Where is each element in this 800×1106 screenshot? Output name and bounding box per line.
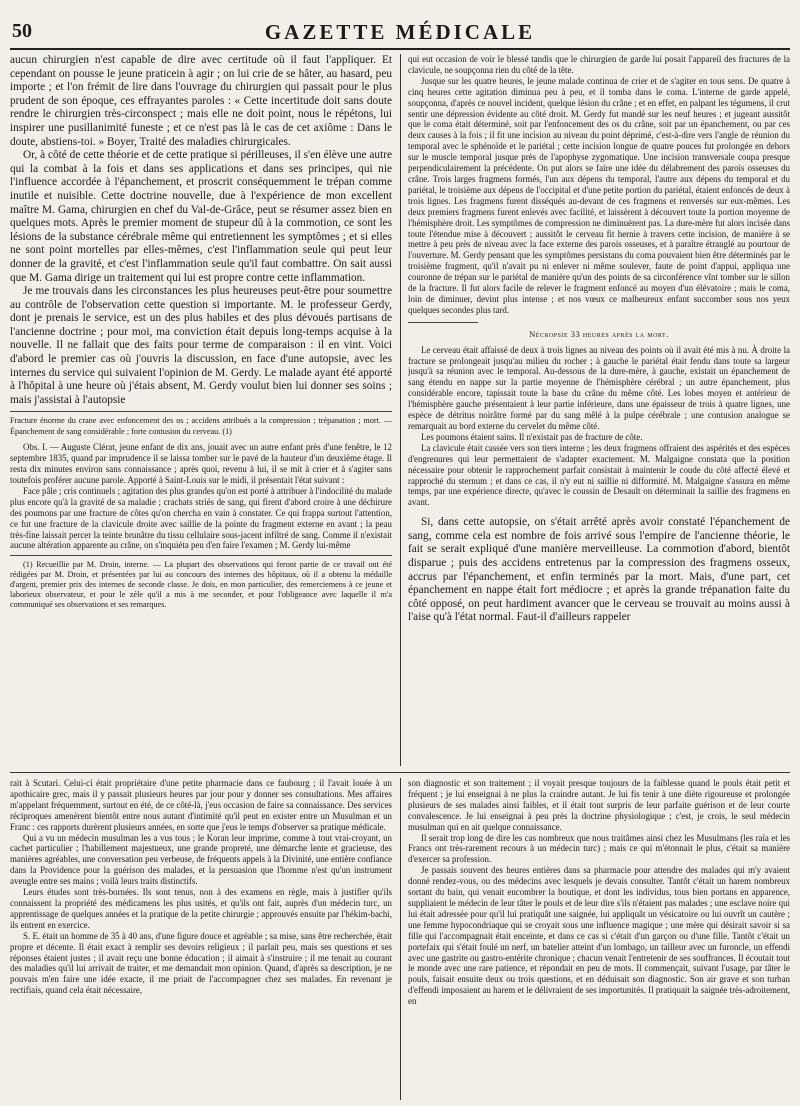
column-rule [400,778,401,1100]
page-number: 50 [12,20,32,42]
paragraph: aucun chirurgien n'est capable de dire avec certitude où il faut l'appliquer. Et cependant on pousse le jeune praticein à agir ; on lui crie de se hâter, au hasard, peu importe ; et l'on frémit de lire dans l'ouvrage du chirurgien qui passait pour le plus prudent de son époque, ces effrayantes paroles : « Cette incertitude doit sans doute rendre le chirurgien très-circonspect ; mais elle ne doit point, nous le répétons, lui inspirer une pusillanimité funeste ; et ce n'est pas là le cas de cet axiôme : Dans le doute, abstiens-toi. » Boyer, Traité des maladies chirurgicales. [10,54,392,148]
divider [408,322,478,323]
case-title: Fracture énorme du crane avec enfoncement des os ; accidens attribués a la compression ; trépanation ; mort. — Épanchement de sang considérable ; forte contusion du cerveau. (1) [10,416,392,436]
paragraph: Qui a vu un médecin musulman les a vus tous ; le Koran leur imprime, comme à tout vrai-croyant, un cachet particulier ; l'habillement majestueux, une grande propreté, une démarche lente et gracieuse, des manières agréables, une conversation peu verbeuse, de fréquents appels à la Divinité, une entière confiance dans la Providence pour la guérison des malades, et la persuasion que l'homme n'est qu'un instrument aveugle entre ses mains ; voilà leurs traits distinctifs. [10,832,392,887]
paragraph: Je me trouvais dans les circonstances les plus heureuses peut-être pour soumettre au contrôle de l'observation cette question si importante. M. le professeur Gerdy, dont je prenais le service, est un des plus habiles et des plus dévoués partisans de l'ancienne doctrine ; pour moi, ma conviction était depuis long-temps acquise à la nouvelle. Il ne fallait que des faits pour terme de comparaison : il en vint. Voici d'abord le premier cas où j'ouvris la discussion, en face d'une autopsie, avec les internes du service qui suivaient l'opinion de M. Gerdy. Le malade ayant été apporté à l'hôpital à une heure où j'étais absent, M. Gerdy voulut bien lui donner ses soins ; mais j'assistai à l'autopsie [10,285,392,406]
paragraph: Leurs études sont très-bornées. Ils sont tenus, non à des examens en règle, mais à justifier qu'ils connaissent la propriété des médicamens les plus usités, et qu'ils ont fait, auprès d'un médecin turc, un apprentissage de quelques années et la pratique de la petite chirurgie ; approuvés ensuite par l'hékim-bachi, ils entrent en exercice. [10,887,392,930]
paragraph: Obs. I. — Auguste Clérat, jeune enfant de dix ans, jouait avec un autre enfant près d'une fenêtre, le 12 septembre 1835, quand par imprudence il se laissa tomber sur le pavé de la hauteur d'un deuxième étage. Il resta dix minutes environ sans connaissance ; après quoi, revenu à lui, il se mit à crier et à s'agiter sans toutefois proférer aucune parole. Apporté à Saint-Louis sur le midi, il présentait l'état suivant : [10,442,392,485]
paragraph: son diagnostic et son traitement ; il voyait presque toujours de la faiblesse quand le pouls était petit et fréquent ; je lui enseignai à ne plus la craindre autant. Je lui fis tenir à une diète rigoureuse et prolongée plusieurs de ses malades ainsi faibles, et il était tout surpris de leur parfaite guérison et de leur courte convalescence. Je lui enseignai à peu près la doctrine physiologique ; c'est, je crois, le seul médecin musulman qui en ait quelque connaissance. [408,778,790,832]
section-rule [10,772,790,773]
divider [10,411,392,412]
lower-right-column [408,778,790,1100]
section-title: Nécropsie 33 heures après la mort. [529,328,669,339]
page-header [10,20,790,50]
paragraph: La clavicule était cassée vers son tiers interne ; les deux fragmens offraient des aspérités et des espèces d'engrenures qui leur permettaient de s'adapter exactement. M. Malgaigne constata que la position nécessaire pour obtenir le rapprochement parfait consistait à maintenir le coude du côté affecté élevé et rapproché du sternum ; et dans ce cas, il n'y eut ni saillie ni difformité. M. Malgaigne s'assura en même temps, par une expérience directe, qu'avec le coussin de Desault on déterminait la saillie des fragmens en avant. [408,442,790,508]
paragraph: qui eut occasion de voir le blessé tandis que le chirurgien de garde lui posait l'appareil des fractures de la clavicule, ne soupçonna rien du côté de la tête. [408,54,790,75]
paragraph: rait à Scutari. Celui-ci était propriétaire d'une petite pharmacie dans ce faubourg ; il l'avait louée à un apothicaire grec, mais il y passait plusieurs heures par jour pour y donner ses consultations. Mes affaires m'appelant fréquemment, surtout en été, de ce côté-là, j'eus occasion de faire sa connaissance. Des services réciproques amenèrent bientôt entre nous autant d'intimité qu'il peut en exister entre un Musulman et un Franc : ces rapports durèrent plusieurs années, en sorte que j'eus le temps d'observer sa pratique médicale. [10,778,392,832]
footnote: (1) Recueillie par M. Droin, interne. — La plupart des observations qui feront partie de ce travail ont été rédigées par M. Droin, et présentées par lui au concours des internes des hôpitaux, où il a obtenu la médaille d'argent, premier prix des internes de seconde classe. Je dois, en mon particulier, des remerciemens à ce jeune et laborieux observateur, et pour le zèle qu'il a mis à me seconder, et pour l'obligeance avec laquelle il m'a communiqué ses observations et ses remarques. [10,560,392,610]
column-rule [400,54,401,766]
paragraph: Le cerveau était affaissé de deux à trois lignes au niveau des points où il avait été mis à nu. À droite la fracture se prolongeait jusqu'au milieu du rocher ; à gauche le pariétal était fendu dans toute sa largeur jusqu'à sa réunion avec le temporal. Au-dessous de la dure-mère, à gauche, existait un épanchement de sang étendu en nappe sur la partie moyenne de l'hémisphère cérébral ; un autre épanchement, plus considérable encore, tapissait toute la base du crâne du même côté. Les lobes moyen et antérieur de l'hémisphère gauche présentaient à leur partie inférieure, dans une épaisseur de trois à quatre lignes, une espèce de détritus noirâtre formé par du sang mêlé à la pulpe cérébrale ; une contusion analogue se remarquait au bord externe du cervelet du même côté. [408,344,790,431]
upper-right-column [408,54,790,766]
paragraph: Jusque sur les quatre heures, le jeune malade continua de crier et de s'agiter en tous sens. De quatre à cinq heures cette agitation diminua peu à peu, et il tomba dans le coma. L'interne de garde appelé, soupçonna, d'après ce nouvel incident, quelque lésion du crâne ; et en effet, en palpant les tégumens, il crut sentir une dépression évidente au côté droit. M. Gerdy fut mandé sur les neuf heures ; et jugeant aussitôt que le coma était déterminé, soit par l'enfoncement des os du crâne, soit par un épanchement, ou par ces deux causes à la fois ; il fit une incision au niveau du point déprimé, c'est-à-dire vers l'angle de réunion du temporal avec le sphénoïde et le pariétal ; cette incision longue de quatre pouces fut prolongée en dehors sur le muscle temporal jusque près de l'apophyse zygomatique. Une incision transversale coupa presque perpendiculairement la précédente. On put alors se faire une idée du délabrement des parois osseuses du crâne. Trois larges fragmens formés, l'un aux dépens du temporal, l'autre aux dépens du temporal et du pariétal, le troisième aux dépens de l'occipital et d'une petite portion du pariétal, étaient enfoncés de deux à trois lignes. Les fragmens furent disséqués au-devant de ces fragmens et renversés sur eux-mêmes. Les deux premiers fragmens furent enlevés avec facilité, et laissèrent à découvert toute la portion moyenne de l'hémisphère droit. Les symptômes de compression ne diminuèrent pas. La dure-mère fut alors incisée dans toute l'étendue mise à découvert ; aussitôt le cerveau fit hernie à travers cette incision, de manière à se mettre à peu près de niveau avec la face externe des parois osseuses, et à paraître étranglé au pourtour de l'ouverture. M. Gerdy pensant que les symptômes persistans du coma pouvaient bien être déterminés par le troisième fragment, qu'il n'avait pu ni enlever ni même soulever, faute de point d'appui, appliqua une couronne de trépan sur le pariétal de manière qu'un des points de sa circonférence vînt tomber sur le sillon de la fracture. Il fut alors facile de relever le fragment enfoncé au moyen d'un élévatoire ; mais le coma, loin de diminuer, devint plus intense ; et nos vœux ce malheureux enfant succomber sous nos yeux quelques secondes plus tard. [408,75,790,315]
paragraph: Il serait trop long de dire les cas nombreux que nous traitâmes ainsi chez les Musulmans (les raïa et les Francs ont très-rarement recours à un médecin turc) ; mais ce qui m'étonnait le plus, c'était sa manière d'exercer sa profession. [408,832,790,865]
paragraph: Or, à côté de cette théorie et de cette pratique si périlleuses, il s'en élève une autre qui la combat à la fois et dans ses applications et dans ses principes, qui nie l'influence accordée à l'épanchement, et proscrit conséquemment le trépan comme inutile et nuisible. Cette doctrine nouvelle, due à l'expérience de mon excellent maître M. Gama, chirurgien en chef du Val-de-Grâce, peut se résumer assez bien en quelques mots. Après le premier moment de stupeur dû à la commotion, ce sont les lésions de la substance cérébrale même qui entretiennent les symptômes ; et si elles ne sont point mortelles par elles-mêmes, c'est l'inflammation seule qui peut leur donner de la gravité, et c'est l'inflammation seule qu'il faut combattre. On sait aussi que M. Gama dirige un traitement qui lui est propre contre cette inflammation. [10,149,392,284]
paragraph: Si, dans cette autopsie, on s'était arrêté après avoir constaté l'épanchement de sang, comme cela est nombre de fois arrivé sous l'empire de l'ancienne théorie, le fait se serait expliqué d'une manière merveilleuse. La commotion d'abord, bientôt disparue ; puis des accidens entretenus par la compression des fragmens osseux, accrus par l'épanchement, et enfin terminés par la mort. Mais, d'une part, cet épanchement en nappe était fort médiocre ; et après la grande trépanation faite du côté opposé, on peut hardiment avancer que le cerveau se trouvait au moins aussi à l'aise qu'à l'état normal. Faut-il d'ailleurs rappeler [408,516,790,624]
journal-title: GAZETTE MÉDICALE [264,20,536,44]
paragraph: S. E. était un homme de 35 à 40 ans, d'une figure douce et agréable ; sa mise, sans être recherchée, était propre et décente. Il était exact à remplir ses devoirs religieux ; il parlait peu, mais ses questions et ses réponses étaient justes ; il avait reçu une bonne éducation ; il aimait à s'instruire ; il me tenait au courant des maladies qu'il lui arrivait de traiter, et me demandait mon opinion. Quand, d'après sa description, je ne pouvais m'en faire une idée exacte, il me priait de l'accompagner chez ses malades. En revenant je rectifiais, quand cela était nécessaire, [10,930,392,996]
paragraph: Je passais souvent des heures entières dans sa pharmacie pour attendre des malades qui m'y avaient donné rendez-vous, ou des médecins avec lesquels je devais consulter. Tantôt c'était un harem nombreux sortant du bain, qui venait encombrer la boutique, et dont les individus, tous bien portans en apparence, suppliaient le médecin de leur tâter le pouls et de leur dire s'ils n'étaient pas malades ; une esclave noire qui lui était adressée pour qu'il lui pratiquât une saignée, lui appliquât un vésicatoire ou lui ouvrît un cautère ; une femme hypocondriaque qui se croyait sous une influence magique ; une mère qui désirait savoir si sa fille qui l'accompagnait était enceinte, et dans ce cas si c'était d'un garçon ou d'une fille. Tantôt c'était un portefaix qui s'était foulé un nerf, un batelier atteint d'un lombago, un tailleur avec un furoncle, un effendi avec une gastrite ou gastro-entérite chronique ; chacun venait l'entretenir de ses souffrances. Il écoutait tout le monde avec une rare patience, et répondait en peu de mots. Il commençait, suivant l'usage, par tâter le pouls, faisait ensuite deux ou trois questions, et en déduisait son diagnostic. Son air grave et son turban d'effendi imposaient au harem et le délivraient de ses importunités. Il pratiquait la saignée très-adroitement, en [408,865,790,1007]
footnote-divider [10,555,392,556]
paragraph: Les poumons étaient sains. Il n'existait pas de fracture de côte. [421,431,643,442]
lower-left-column [10,778,392,1100]
upper-left-column [10,54,392,766]
paragraph: Face pâle ; cris continuels ; agitation des plus grandes qu'on est porté à attribuer à l'indocilité du malade plus encore qu'à la gravité de sa maladie ; crachats striés de sang, qui firent d'abord croire à une déchirure des poumons par une fracture de côtes qu'on chercha en vain à constater. Ce qui frappa surtout l'attention, ce fut une fracture de la clavicule droite avec saillie de la pointe du fragment externe en avant ; la peau très-fine laissait percer la teinte brunâtre du tissu cellulaire sous-jacent infiltré de sang. Comme il n'existait aucune altération apparente au crâne, on s'inquiéta peu d'en faire l'examen ; M. Gerdy lui-même [10,485,392,551]
